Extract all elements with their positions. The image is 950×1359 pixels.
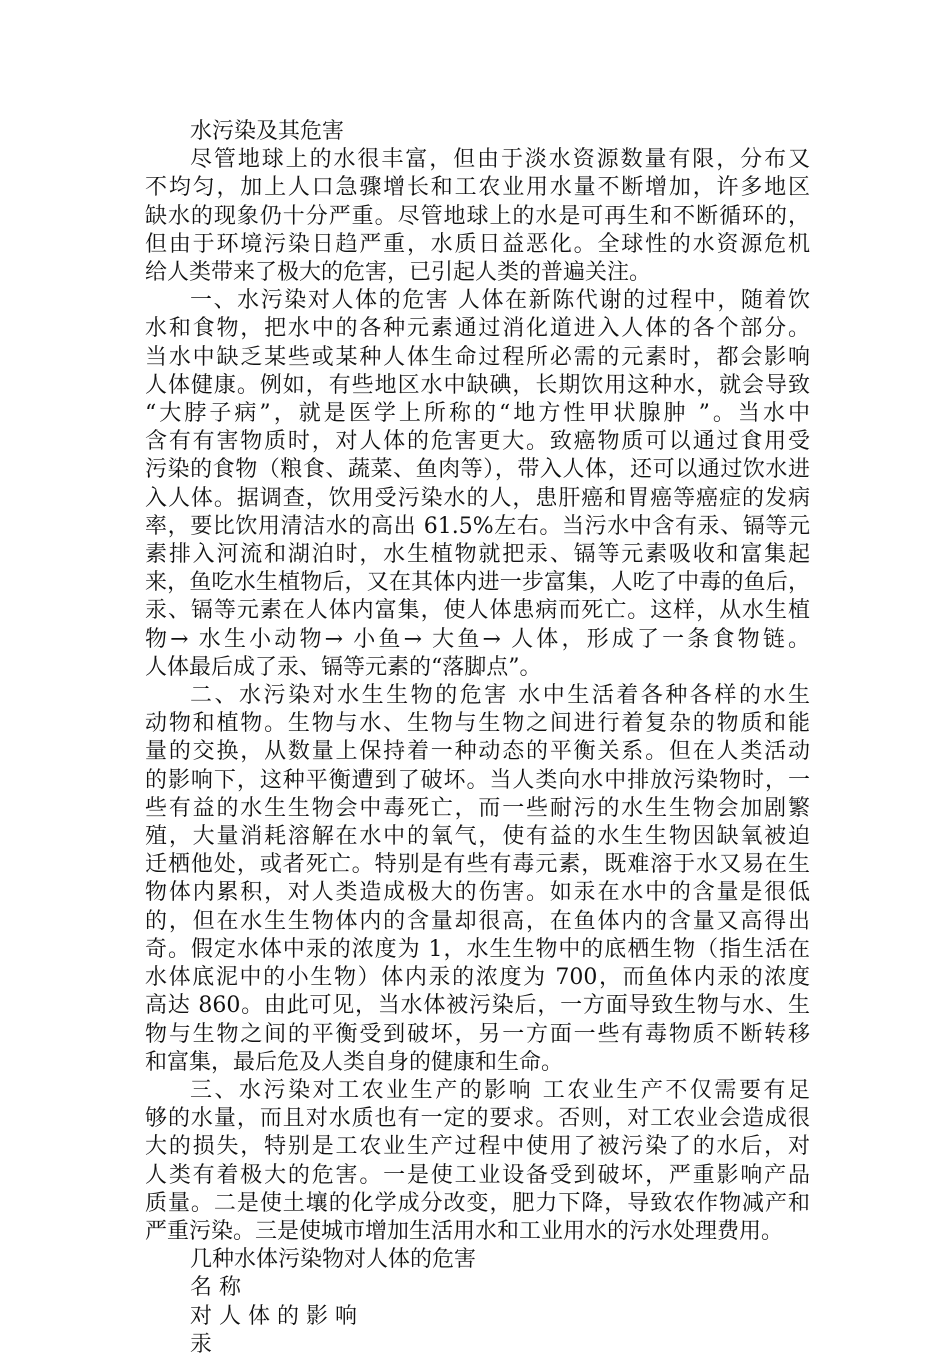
paragraph-line: 不均匀，加上人口急骤增长和工农业用水量不断增加，许多地区 [145,175,810,201]
paragraph-line: 二、水污染对水生生物的危害 水中生活着各种各样的水生 [190,683,810,709]
paragraph-line: 严重污染。三是使城市增加生活用水和工业用水的污水处理费用。 [145,1218,784,1244]
paragraph-line: 大的损失，特别是工农业生产过程中使用了被污染了的水后，对 [145,1134,810,1160]
table-header-effect: 对 人 体 的 影 响 [190,1303,357,1329]
paragraph-intro [145,146,810,287]
paragraph-line: 奇。假定水体中汞的浓度为 1，水生生物中的底栖生物（指生活在 [145,936,810,962]
paragraph-line: 缺水的现象仍十分严重。尽管地球上的水是可再生和不断循环的， [145,203,810,229]
paragraph-line: “大脖子病”，就是医学上所称的“地方性甲状腺肿 ”。当水中 [145,401,810,427]
paragraph-line: 三、水污染对工农业生产的影响 工农业生产不仅需要有足 [190,1077,810,1103]
table-title: 几种水体污染物对人体的危害 [190,1247,477,1273]
paragraph-aquatic-life [145,682,810,1077]
paragraph-line: 人体最后成了汞、镉等元素的“落脚点”。 [145,654,542,680]
paragraph-line: 人类有着极大的危害。一是使工业设备受到破坏，严重影响产品 [145,1162,810,1188]
paragraph-line: 尽管地球上的水很丰富，但由于淡水资源数量有限，分布又 [190,147,810,173]
paragraph-line: 一、水污染对人体的危害 人体在新陈代谢的过程中，随着饮 [190,288,810,314]
paragraph-line: 水和食物，把水中的各种元素通过消化道进入人体的各个部分。 [145,316,810,342]
paragraph-line: 物→ 水生小动物→ 小鱼→ 大鱼→ 人体，形成了一条食物链。 [145,626,810,652]
paragraph-line: 的影响下，这种平衡遭到了破坏。当人类向水中排放污染物时，一 [145,767,810,793]
paragraph-line: 汞、镉等元素在人体内富集，使人体患病而死亡。这样，从水生植 [145,598,810,624]
paragraph-line: 来，鱼吃水生植物后，又在其体内进一步富集，人吃了中毒的鱼后， [145,570,810,596]
paragraph-human-health [145,287,810,682]
paragraph-line: 高达 860。由此可见，当水体被污染后，一方面导致生物与水、生 [145,993,810,1019]
paragraph-line: 入人体。据调查，饮用受污染水的人，患肝癌和胃癌等癌症的发病 [145,485,810,511]
paragraph-line: 质量。二是使土壤的化学成分改变，肥力下降，导致农作物减产和 [145,1190,810,1216]
document-page [145,118,810,1359]
table-row-name: 汞 [190,1331,213,1357]
paragraph-line: 迁栖他处，或者死亡。特别是有些有毒元素，既难溶于水又易在生 [145,852,810,878]
paragraph-line: 和富集，最后危及人类自身的健康和生命。 [145,1049,564,1075]
paragraph-line: 人体健康。例如，有些地区水中缺碘，长期饮用这种水，就会导致 [145,372,810,398]
paragraph-line: 物与生物之间的平衡受到破坏，另一方面一些有毒物质不断转移 [145,1021,810,1047]
paragraph-line: 动物和植物。生物与水、生物与生物之间进行着复杂的物质和能 [145,711,810,737]
table-header-name: 名 称 [190,1275,241,1301]
paragraph-line: 量的交换，从数量上保持着一种动态的平衡关系。但在人类活动 [145,739,810,765]
paragraph-line: 含有有害物质时，对人体的危害更大。致癌物质可以通过食用受 [145,429,810,455]
paragraph-line: 的，但在水生生物体内的含量却很高，在鱼体内的含量又高得出 [145,908,810,934]
paragraph-line: 当水中缺乏某些或某种人体生命过程所必需的元素时，都会影响 [145,344,810,370]
paragraph-line: 殖，大量消耗溶解在水中的氧气，使有益的水生生物因缺氧被迫 [145,824,810,850]
paragraph-line: 但由于环境污染日趋严重，水质日益恶化。全球性的水资源危机 [145,231,810,257]
paragraph-line: 够的水量，而且对水质也有一定的要求。否则，对工农业会造成很 [145,1106,810,1132]
paragraph-industry-agriculture [145,1077,810,1246]
paragraph-line: 率，要比饮用清洁水的高出 61.5%左右。当污水中含有汞、镉等元 [145,513,810,539]
paragraph-line: 物体内累积，对人类造成极大的伤害。如汞在水中的含量是很低 [145,880,810,906]
paragraph-line: 素排入河流和湖泊时，水生植物就把汞、镉等元素吸收和富集起 [145,542,810,568]
paragraph-line: 给人类带来了极大的危害，已引起人类的普遍关注。 [145,260,652,286]
paragraph-line: 些有益的水生生物会中毒死亡，而一些耐污的水生生物会加剧繁 [145,795,810,821]
paragraph-line: 水体底泥中的小生物）体内汞的浓度为 700，而鱼体内汞的浓度 [145,965,810,991]
document-title: 水污染及其危害 [190,119,345,144]
paragraph-line: 污染的食物（粮食、蔬菜、鱼肉等），带入人体，还可以通过饮水进 [145,457,810,483]
